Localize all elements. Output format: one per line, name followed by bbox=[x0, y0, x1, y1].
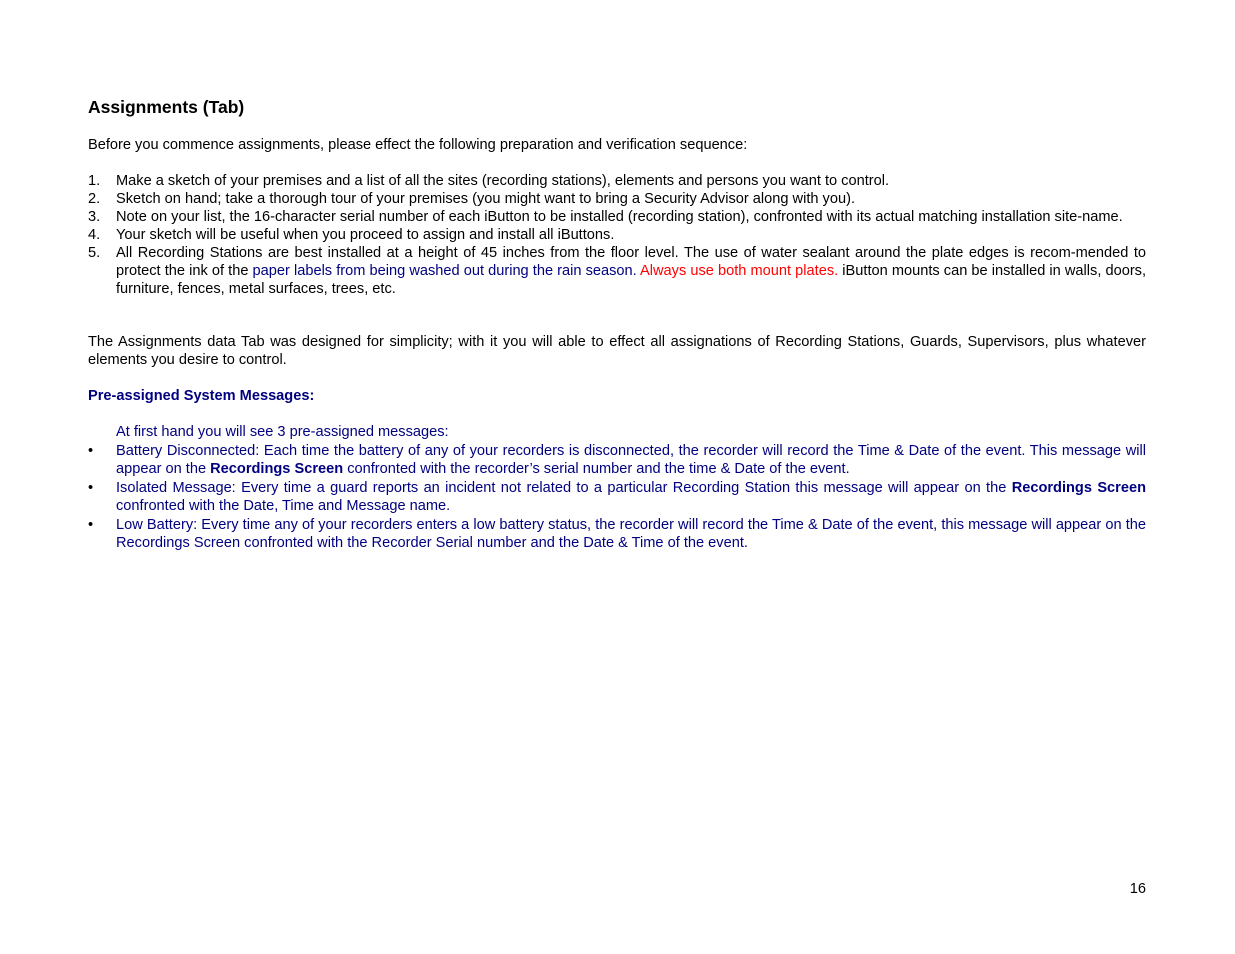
step-number: 3. bbox=[88, 209, 101, 225]
list-item bbox=[88, 479, 1146, 515]
message-text-bold: Recordings Screen bbox=[210, 461, 344, 477]
step-text: All Recording Stations are best installed at a height of 45 inches from the floor level. The use of water sealant around the plate edges is recom-mended to protect the ink of the bbox=[116, 245, 1146, 279]
bullet-icon: • bbox=[88, 517, 94, 533]
step-text: Sketch on hand; take a thorough tour of your premises (you might want to bring a Security Advisor along with you). bbox=[116, 191, 856, 207]
list-item bbox=[88, 226, 1146, 244]
list-item bbox=[88, 190, 1146, 208]
step-text: Make a sketch of your premises and a list of all the sites (recording stations), elements and persons you want to control. bbox=[116, 173, 890, 189]
list-item bbox=[88, 244, 1146, 298]
step-text: Your sketch will be useful when you proceed to assign and install all iButtons. bbox=[116, 227, 615, 243]
step-number: 2. bbox=[88, 191, 101, 207]
list-item bbox=[88, 442, 1146, 478]
subsection-heading: Pre-assigned System Messages: bbox=[88, 388, 315, 404]
step-text: Note on your list, the 16-character serial number of each iButton to be installed (recording station), confronted with its actual matching installation site-name. bbox=[116, 209, 1123, 225]
list-item bbox=[88, 172, 1146, 190]
assignments-description: The Assignments data Tab was designed for simplicity; with it you will able to effect all assignations of Recording Stations, Guards, Supervisors, plus whatever elements you desire to control. bbox=[88, 334, 1146, 368]
step-text-warning-red: Always use both mount plates. bbox=[640, 263, 839, 279]
system-messages-list bbox=[88, 442, 1146, 553]
page-number: 16 bbox=[1129, 881, 1146, 897]
bullet-icon: • bbox=[88, 480, 94, 496]
messages-intro: At first hand you will see 3 pre-assigned messages: bbox=[116, 424, 449, 440]
list-item bbox=[88, 208, 1146, 226]
step-number: 4. bbox=[88, 227, 101, 243]
list-item bbox=[88, 516, 1146, 552]
section-heading: Assignments (Tab) bbox=[88, 97, 245, 117]
intro-paragraph: Before you commence assignments, please effect the following preparation and verification sequence: bbox=[88, 137, 748, 153]
step-number: 5. bbox=[88, 245, 101, 261]
step-text-highlight-blue: paper labels from being washed out during the rain season. bbox=[252, 263, 637, 279]
message-text: Isolated Message: Every time a guard reports an incident not related to a particular Recording Station this message will appear on the bbox=[116, 480, 1012, 496]
step-text: iButton mounts can be installed in walls, doors, furniture, fences, metal surfaces, trees, etc. bbox=[116, 263, 1147, 297]
preparation-steps-list bbox=[88, 172, 1146, 298]
step-number: 1. bbox=[88, 173, 101, 189]
bullet-icon: • bbox=[88, 443, 94, 459]
message-text: Low Battery: Every time any of your recorders enters a low battery status, the recorder will record the Time & Date of the event, this message will appear on the Recordings Screen confronted with the Recorder Serial number and the Date & Time of the event. bbox=[116, 517, 1146, 551]
message-text-bold: Recordings Screen bbox=[1011, 480, 1146, 496]
message-text: Battery Disconnected: Each time the battery of any of your recorders is disconnected, the recorder will record the Time & Date of the event. This message will appear on the bbox=[116, 443, 1146, 477]
message-text: confronted with the Date, Time and Message name. bbox=[116, 498, 451, 514]
message-text: confronted with the recorder’s serial number and the time & Date of the event. bbox=[343, 461, 850, 477]
